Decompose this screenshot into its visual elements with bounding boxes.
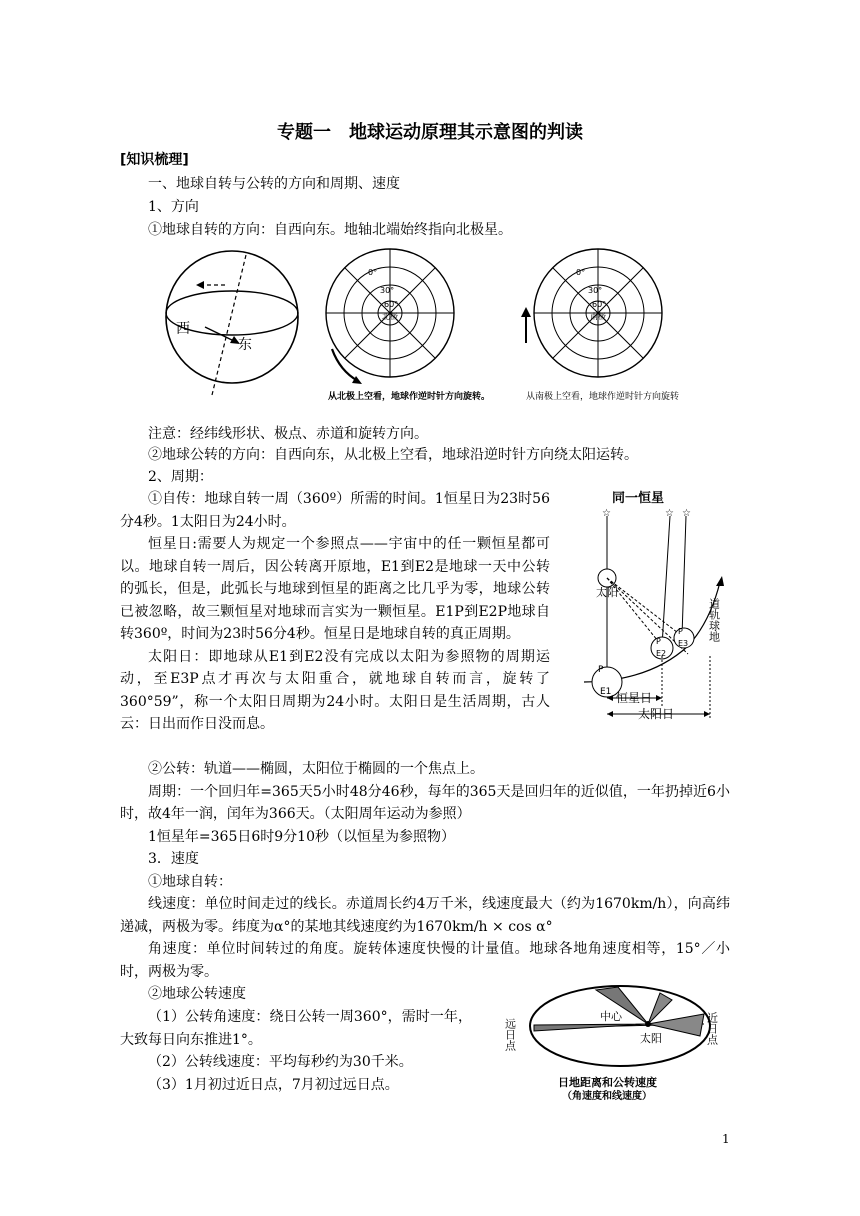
svg-text:30°: 30° <box>588 286 603 295</box>
revolution-linear-speed: （2）公转线速度：平均每秒约为30千米。 <box>148 1054 413 1070</box>
revolution-direction-text: ②地球公转的方向：自西向东，从北极上空看，地球沿逆时针方向绕太阳运转。 <box>148 447 638 463</box>
orbit-label: 道轨球地 <box>707 598 721 642</box>
svg-text:☆: ☆ <box>665 508 674 519</box>
orbit-sun-label: 太阳 <box>640 1032 662 1045</box>
svg-text:P: P <box>678 627 683 636</box>
e2-label: E2 <box>656 649 667 658</box>
page-title: 专题一 地球运动原理其示意图的判读 <box>277 122 583 143</box>
east-label: 东 <box>238 337 252 353</box>
south-pole-label: 南极 <box>590 312 606 321</box>
heading-1-1: 1、方向 <box>148 199 199 215</box>
rotation-speed-heading: ①地球自转： <box>148 873 232 890</box>
orbit-speed-figure <box>500 978 740 1104</box>
e3-label: E3 <box>678 639 689 648</box>
north-pole-label: 北极 <box>382 312 398 321</box>
globe-diagram <box>166 251 298 395</box>
orbit-caption-1: 日地距离和公转速度 <box>558 1076 657 1089</box>
rotation-period-paragraph: ①自传：地球自转一周（360º）所需的时间。1恒星日为23时56分4秒。1太阳日为24小时。 <box>120 491 550 530</box>
north-view-caption: 从北极上空看，地球作逆时针方向旋转。 <box>328 392 491 402</box>
orbit-caption-2: （角速度和线速度） <box>562 1091 652 1102</box>
rotation-direction-figure <box>160 245 700 405</box>
sidereal-solar-day-figure <box>570 486 740 726</box>
heading-1-2: 2、周期： <box>148 469 213 485</box>
perihelion-aphelion-text: （3）1月初过近日点，7月初过远日点。 <box>148 1076 399 1093</box>
sidereal-year-paragraph: 1恒星年=365日6时9分10秒（以恒星为参照物） <box>148 828 455 845</box>
revolution-speed-heading: ②地球公转速度 <box>148 986 246 1002</box>
svg-text:P: P <box>656 637 661 646</box>
svg-text:60°: 60° <box>592 300 607 309</box>
revolution-paragraphs <box>120 758 730 1006</box>
linear-speed-paragraph: 线速度：单位时间走过的线长。赤道周长约4万千米，线速度最大（约为1670km/h），向高纬递减，两极为零。纬度为α°的某地其线速度约为1670km/h × cos α° <box>120 896 730 935</box>
solar-day-paragraph: 太阳日：即地球从E1到E2没有完成以太阳为参照物的周期运动，至E3P点才再次与太阳重合，就地球自转而言，旋转了360°59”，称一个太阳日周期为24小时。太阳日是生活周期，古人云：日出而作日没而息。 <box>120 648 550 732</box>
rotation-direction-text: ①地球自转的方向：自西向东。地轴北端始终指向北极星。 <box>148 222 512 238</box>
revolution-speed-paragraphs <box>120 1006 472 1096</box>
page-number: 1 <box>722 1132 730 1146</box>
tropical-year-paragraph: 周期：一个回归年=365天5小时48分46秒，每年的365天是回归年的近似值，一年扔掉近6小时，故4年一润，闰年为366天。（太阳周年运动为参照） <box>120 783 730 822</box>
svg-text:☆: ☆ <box>602 508 611 519</box>
svg-text:☆: ☆ <box>682 508 691 519</box>
south-view-caption: 从南极上空看，地球作逆时针方向旋转 <box>526 392 680 402</box>
e1-label: E1 <box>600 687 612 697</box>
revolution-paragraph: ②公转：轨道——椭圆，太阳位于椭圆的一个焦点上。 <box>148 761 484 777</box>
section-heading: [知识梳理] <box>120 152 189 168</box>
heading-1: 一、地球自转与公转的方向和周期、速度 <box>148 176 400 192</box>
svg-text:P: P <box>598 665 604 675</box>
angular-speed-paragraph: 角速度：单位时间转过的角度。旋转体速度快慢的计量值。地球各地角速度相等，15°／小时，两极为零。 <box>120 941 730 980</box>
heading-1-3: 3．速度 <box>148 851 199 867</box>
solar-day-label: 太阳日 <box>638 707 675 721</box>
center-label: 中心 <box>600 1010 622 1023</box>
period-paragraphs <box>120 488 550 736</box>
north-polar-view <box>326 249 454 384</box>
svg-text:0°: 0° <box>368 268 378 277</box>
revolution-angular-speed: （1）公转角速度：绕日公转一周360°，需时一年，大致每日向东推进1°。 <box>120 1009 472 1048</box>
aphelion-label: 远日点 <box>503 1018 517 1051</box>
svg-text:60°: 60° <box>384 300 399 309</box>
sidereal-day-label: 恒星日 <box>616 691 653 705</box>
sun-label: 太阳 <box>596 586 618 599</box>
same-star-label: 同一恒星 <box>612 491 665 506</box>
svg-text:30°: 30° <box>380 286 395 295</box>
west-label: 西 <box>176 321 190 337</box>
svg-text:0°: 0° <box>576 268 586 277</box>
perihelion-label: 近日点 <box>705 1012 719 1045</box>
south-polar-view <box>521 249 662 377</box>
sidereal-day-paragraph: 恒星日:需要人为规定一个参照点——宇宙中的任一颗恒星都可以。地球自转一周后，因公转离开原地，E1到E2是地球一天中公转的弧长，但是，此弧长与地球到恒星的距离之比几乎为零，地球公转已被忽略，故三颗恒星对地球而言实为一颗恒星。E1P到E2P地球自转360º，时间为23时56分4秒。恒星日是地球自转的真正周期。 <box>120 536 550 642</box>
note-text: 注意：经纬线形状、极点、赤道和旋转方向。 <box>148 426 428 442</box>
